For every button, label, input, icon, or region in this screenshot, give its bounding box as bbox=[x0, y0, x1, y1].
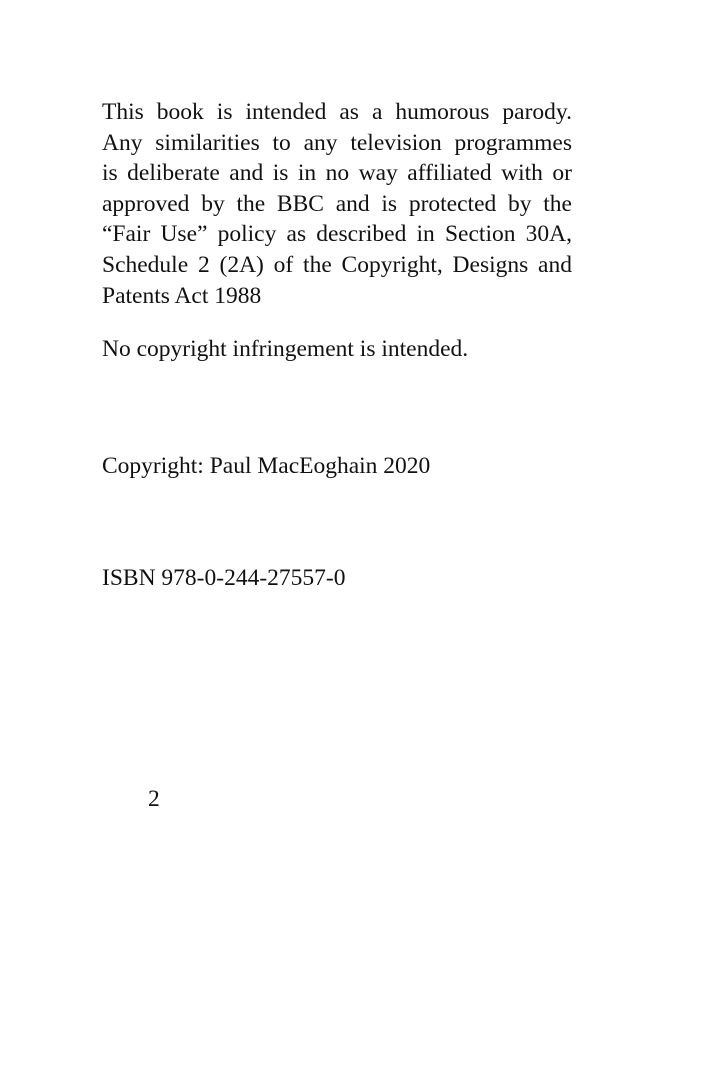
disclaimer-line: approved by the BBC and is protected by the bbox=[102, 190, 572, 217]
disclaimer-line: Schedule 2 (2A) of the Copyright, Designs and bbox=[102, 251, 572, 278]
disclaimer-line: “Fair Use” policy as described in Section 30A, bbox=[102, 221, 572, 248]
parody-disclaimer bbox=[102, 97, 572, 311]
no-infringement-notice: No copyright infringement is intended. bbox=[102, 336, 469, 362]
disclaimer-line: is deliberate and is in no way affiliated with or bbox=[102, 160, 572, 187]
disclaimer-line: Patents Act 1988 bbox=[102, 282, 262, 309]
disclaimer-line: Any similarities to any television programmes bbox=[102, 129, 572, 156]
disclaimer-line: This book is intended as a humorous parody. bbox=[102, 99, 572, 125]
copyright-notice: Copyright: Paul MacEoghain 2020 bbox=[102, 453, 431, 479]
isbn-number: ISBN 978-0-244-27557-0 bbox=[102, 565, 346, 591]
page-number: 2 bbox=[148, 786, 160, 812]
